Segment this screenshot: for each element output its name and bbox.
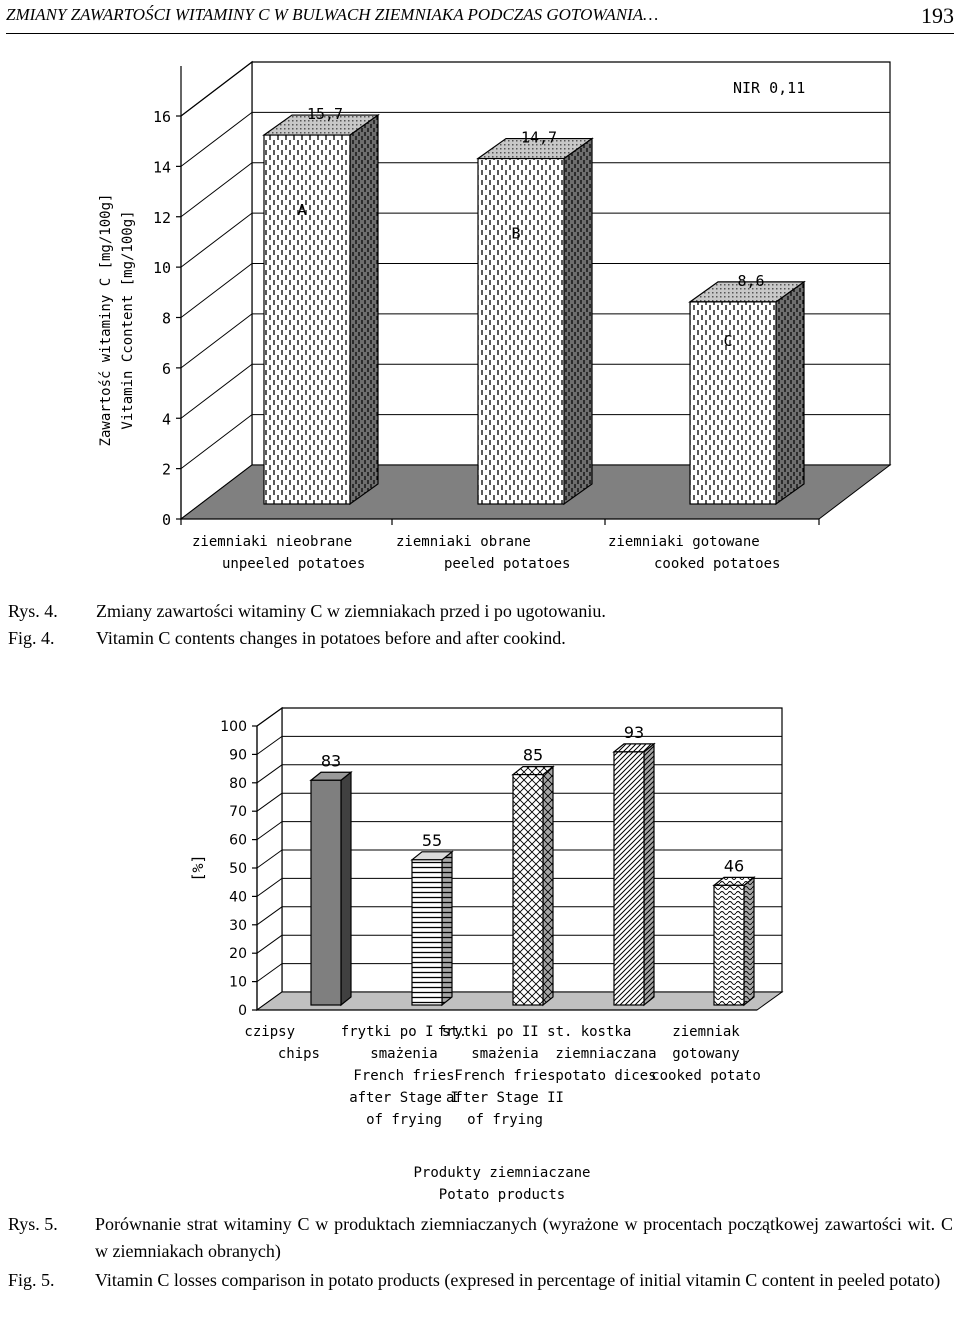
- fig4-bar-side: [564, 139, 592, 504]
- fig5-bar-side-shade: [543, 767, 553, 1005]
- fig5-y-tick-label: 10: [229, 974, 247, 991]
- fig4-category-label: cooked potatoes: [654, 556, 781, 572]
- fig5-category-label: frytki po II st.: [437, 1024, 573, 1040]
- fig5-caption-en-label: Fig. 5.: [8, 1270, 55, 1290]
- fig5-category-label: of frying: [467, 1112, 543, 1128]
- fig4-annotation: NIR 0,11: [733, 79, 806, 97]
- fig5-bar-side-shade: [644, 744, 654, 1005]
- fig5-y-tick-label: 30: [229, 917, 247, 934]
- fig4-y-axis-title: Zawartość witaminy C [mg/100g]: [98, 193, 114, 447]
- figure-4-caption: [8, 598, 948, 658]
- fig5-bar-side-shade: [442, 852, 452, 1005]
- fig4-category-label: ziemniaki nieobrane: [192, 534, 353, 550]
- fig4-bar: [478, 159, 564, 504]
- fig4-data-label: 15,7: [306, 105, 344, 124]
- fig5-category-label: French fries: [454, 1068, 556, 1084]
- fig5-bar: [311, 780, 341, 1005]
- figure-4-chart: [0, 50, 960, 590]
- fig5-category-label: smażenia: [471, 1046, 539, 1062]
- fig5-data-label: 46: [723, 856, 745, 876]
- fig5-bar: [513, 775, 543, 1005]
- fig4-category-label: unpeeled potatoes: [222, 556, 366, 572]
- figure-5-caption: [8, 1211, 953, 1321]
- fig5-category-label: frytki po I st.: [340, 1024, 468, 1040]
- fig4-bar-side: [350, 115, 378, 504]
- fig5-y-tick-label: 80: [229, 775, 247, 792]
- fig5-bar-side-shade: [744, 877, 754, 1005]
- fig4-y-tick-label: 0: [161, 511, 171, 529]
- fig5-caption-en: Vitamin C losses comparison in potato products (expresed in percentage of initial vitamin C content in peeled potato): [95, 1270, 941, 1290]
- fig5-x-axis-title: Produkty ziemniaczane: [413, 1165, 591, 1181]
- fig4-y-tick-label: 16: [152, 108, 171, 126]
- fig5-y-tick-label: 0: [238, 1003, 247, 1019]
- fig5-category-label: potato dices: [555, 1068, 657, 1084]
- fig5-category-label: French fries: [353, 1068, 455, 1084]
- fig5-bar: [614, 752, 644, 1005]
- fig5-bar-side: [341, 772, 351, 1005]
- running-title: ZMIANY ZAWARTOŚCI WITAMINY C W BULWACH ZIEMNIAKA PODCZAS GOTOWANIA…: [6, 5, 659, 24]
- fig5-category-label: after Stage I: [349, 1090, 459, 1106]
- fig5-y-tick-label: 50: [229, 861, 247, 877]
- fig4-bar: [264, 135, 350, 504]
- fig5-y-tick-label: 100: [220, 719, 247, 735]
- fig5-data-label: 55: [421, 830, 443, 850]
- running-header: [6, 0, 954, 34]
- fig4-group-letter: B: [511, 224, 521, 243]
- fig4-data-label: 8,6: [737, 271, 765, 290]
- fig5-caption-pl: Porównanie strat witaminy C w produktach ziemniaczanych (wyrażone w procentach początkowej zawartości wit. C w ziemniakach obranych): [95, 1214, 953, 1261]
- fig4-y-tick-label: 6: [161, 359, 171, 378]
- fig4-data-label: 14,7: [520, 128, 558, 147]
- fig5-data-label: 93: [623, 722, 645, 742]
- fig4-caption-en-label: Fig. 4.: [8, 628, 55, 648]
- figure-5-chart: [0, 700, 960, 1210]
- fig5-category-label: ziemniak: [672, 1024, 740, 1040]
- fig5-category-label: after Stage II: [445, 1090, 565, 1106]
- fig5-data-label: 83: [320, 751, 342, 771]
- fig4-y-tick-label: 12: [152, 208, 171, 227]
- fig4-y-tick-label: 4: [161, 410, 171, 429]
- fig4-bar-side: [776, 282, 804, 504]
- fig4-y-axis-title: Vitamin Ccontent [mg/100g]: [120, 210, 136, 430]
- fig5-y-tick-label: 70: [229, 804, 247, 821]
- fig4-bar: [690, 302, 776, 504]
- fig4-caption-en: Vitamin C contents changes in potatoes before and after cookind.: [96, 628, 566, 648]
- fig5-category-label: cooked potato: [651, 1068, 761, 1084]
- fig4-caption-pl: Zmiany zawartości witaminy C w ziemniakach przed i po ugotowaniu.: [96, 601, 606, 621]
- fig5-bar: [412, 860, 442, 1005]
- fig5-data-label: 85: [522, 745, 544, 765]
- fig5-category-label: kostka: [580, 1024, 632, 1040]
- fig5-y-tick-label: 40: [229, 889, 247, 906]
- fig5-x-axis-title: Potato products: [438, 1187, 566, 1203]
- fig4-caption-pl-label: Rys. 4.: [8, 601, 58, 621]
- fig5-category-label: czipsy: [244, 1024, 295, 1040]
- fig4-category-label: peeled potatoes: [444, 556, 571, 572]
- fig5-category-label: chips: [277, 1046, 320, 1062]
- fig5-caption-pl-label: Rys. 5.: [8, 1214, 58, 1234]
- fig4-y-tick-label: 10: [152, 259, 171, 278]
- fig4-y-tick-label: 14: [152, 158, 171, 177]
- fig4-category-label: ziemniaki obrane: [396, 534, 531, 550]
- fig5-y-tick-label: 20: [229, 946, 247, 963]
- fig5-category-label: ziemniaczana: [555, 1046, 657, 1062]
- fig5-category-label: of frying: [366, 1112, 442, 1128]
- fig4-group-letter: A: [297, 201, 307, 220]
- page-number: 193: [921, 3, 954, 28]
- fig4-y-tick-label: 2: [161, 460, 171, 479]
- fig5-y-tick-label: 60: [229, 832, 247, 849]
- fig5-category-label: smażenia: [370, 1046, 438, 1062]
- fig5-y-tick-label: 90: [229, 747, 247, 764]
- fig4-category-label: ziemniaki gotowane: [608, 534, 760, 550]
- fig5-bar: [714, 885, 744, 1005]
- fig4-y-tick-label: 8: [161, 309, 171, 328]
- fig5-y-axis-title: [%]: [189, 854, 207, 882]
- fig4-group-letter: C: [723, 331, 733, 350]
- fig5-category-label: gotowany: [672, 1046, 740, 1062]
